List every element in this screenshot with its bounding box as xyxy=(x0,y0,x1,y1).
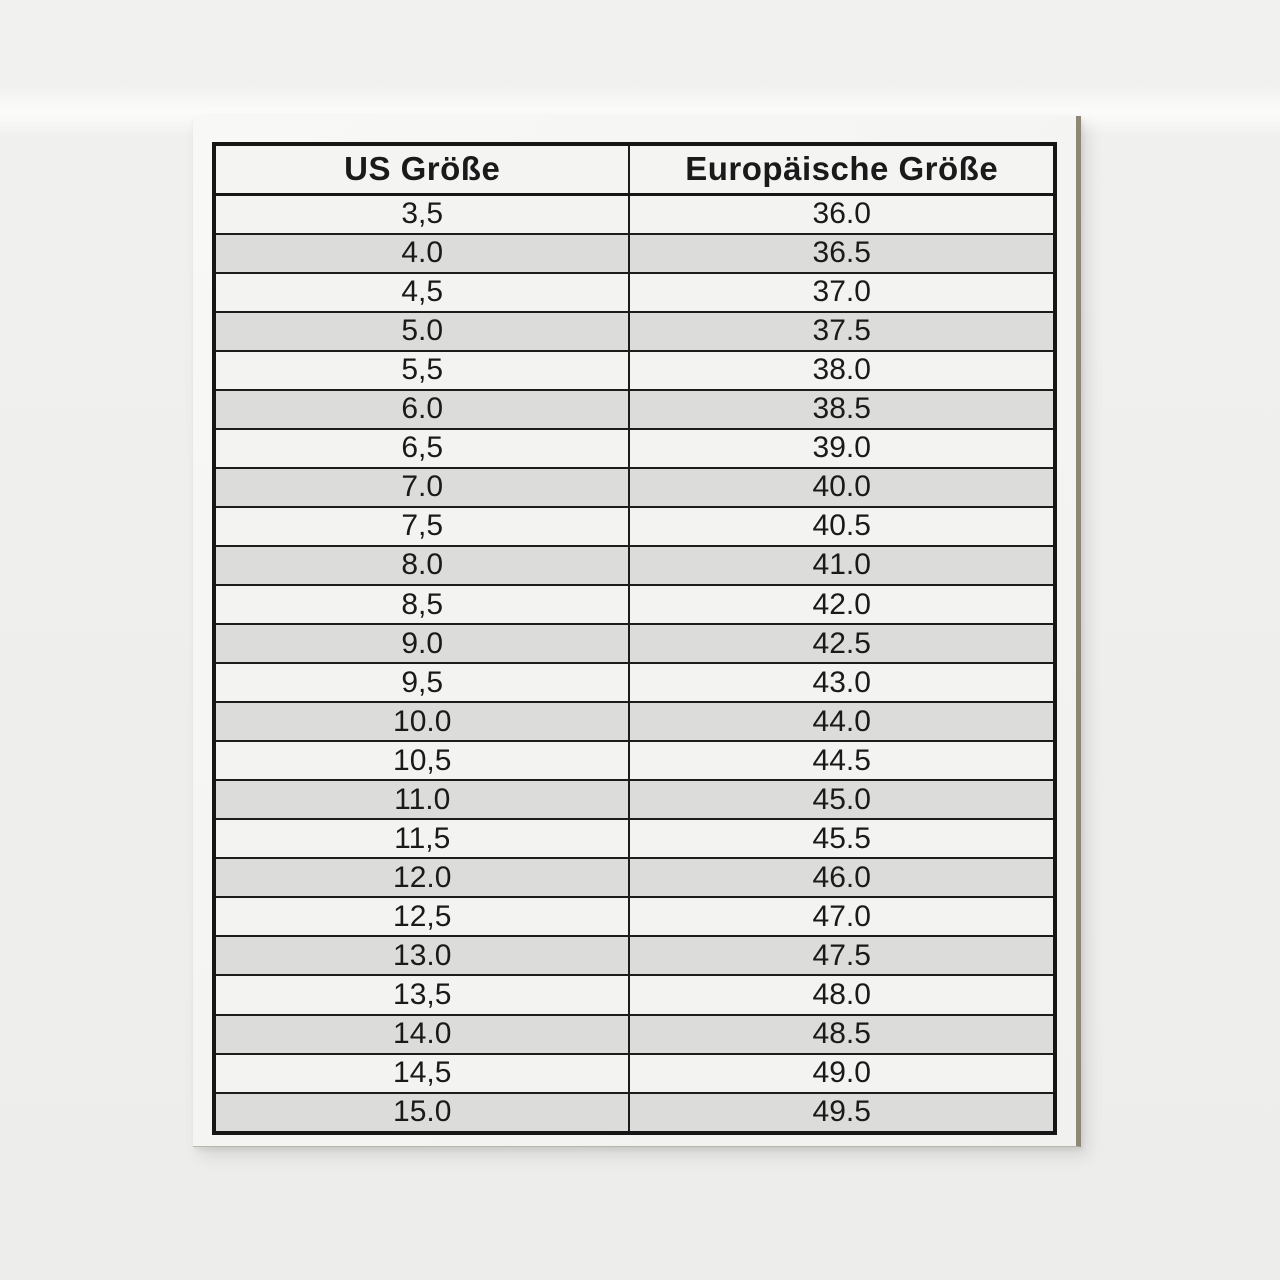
eu-size-cell: 36.5 xyxy=(629,234,1055,273)
table-row xyxy=(214,234,1055,273)
us-size-cell: 8.0 xyxy=(214,546,629,585)
table-row xyxy=(214,1093,1055,1133)
eu-size-cell: 37.0 xyxy=(629,273,1055,312)
table-row xyxy=(214,468,1055,507)
us-size-cell: 9,5 xyxy=(214,663,629,702)
table-row xyxy=(214,585,1055,624)
eu-size-cell: 42.0 xyxy=(629,585,1055,624)
table-row xyxy=(214,663,1055,702)
table-row xyxy=(214,429,1055,468)
table-row xyxy=(214,819,1055,858)
table-row xyxy=(214,390,1055,429)
eu-size-cell: 41.0 xyxy=(629,546,1055,585)
eu-size-cell: 46.0 xyxy=(629,858,1055,897)
table-row xyxy=(214,273,1055,312)
eu-size-cell: 40.5 xyxy=(629,507,1055,546)
us-size-cell: 6,5 xyxy=(214,429,629,468)
table-row xyxy=(214,897,1055,936)
eu-size-cell: 47.5 xyxy=(629,936,1055,975)
us-size-cell: 11.0 xyxy=(214,780,629,819)
table-row xyxy=(214,702,1055,741)
table-row xyxy=(214,312,1055,351)
eu-size-cell: 48.5 xyxy=(629,1015,1055,1054)
eu-size-cell: 36.0 xyxy=(629,194,1055,234)
us-size-cell: 13,5 xyxy=(214,975,629,1014)
us-size-column-header: US Größe xyxy=(214,144,629,194)
us-size-cell: 13.0 xyxy=(214,936,629,975)
table-row xyxy=(214,1054,1055,1093)
eu-size-cell: 39.0 xyxy=(629,429,1055,468)
size-conversion-table xyxy=(212,142,1057,1135)
paper-sheet xyxy=(193,116,1081,1147)
eu-size-cell: 47.0 xyxy=(629,897,1055,936)
eu-size-cell: 43.0 xyxy=(629,663,1055,702)
us-size-cell: 4.0 xyxy=(214,234,629,273)
table-row xyxy=(214,546,1055,585)
eu-size-cell: 42.5 xyxy=(629,624,1055,663)
us-size-cell: 14,5 xyxy=(214,1054,629,1093)
us-size-cell: 3,5 xyxy=(214,194,629,234)
table-header xyxy=(214,144,1055,194)
us-size-cell: 12,5 xyxy=(214,897,629,936)
header-row xyxy=(214,144,1055,194)
eu-size-cell: 44.0 xyxy=(629,702,1055,741)
us-size-cell: 9.0 xyxy=(214,624,629,663)
table-row xyxy=(214,936,1055,975)
eu-size-cell: 48.0 xyxy=(629,975,1055,1014)
eu-size-cell: 45.5 xyxy=(629,819,1055,858)
eu-size-cell: 38.5 xyxy=(629,390,1055,429)
table-row xyxy=(214,507,1055,546)
table-row xyxy=(214,194,1055,234)
us-size-cell: 6.0 xyxy=(214,390,629,429)
us-size-cell: 12.0 xyxy=(214,858,629,897)
eu-size-column-header: Europäische Größe xyxy=(629,144,1055,194)
us-size-cell: 8,5 xyxy=(214,585,629,624)
eu-size-cell: 44.5 xyxy=(629,741,1055,780)
us-size-cell: 15.0 xyxy=(214,1093,629,1133)
table-row xyxy=(214,351,1055,390)
us-size-cell: 10.0 xyxy=(214,702,629,741)
eu-size-cell: 38.0 xyxy=(629,351,1055,390)
eu-size-cell: 45.0 xyxy=(629,780,1055,819)
us-size-cell: 5.0 xyxy=(214,312,629,351)
eu-size-cell: 37.5 xyxy=(629,312,1055,351)
us-size-cell: 7.0 xyxy=(214,468,629,507)
us-size-cell: 11,5 xyxy=(214,819,629,858)
table-row xyxy=(214,1015,1055,1054)
table-row xyxy=(214,741,1055,780)
table-row xyxy=(214,780,1055,819)
eu-size-cell: 49.0 xyxy=(629,1054,1055,1093)
table-row xyxy=(214,975,1055,1014)
table-row xyxy=(214,624,1055,663)
eu-size-cell: 40.0 xyxy=(629,468,1055,507)
us-size-cell: 10,5 xyxy=(214,741,629,780)
us-size-cell: 7,5 xyxy=(214,507,629,546)
table-body xyxy=(214,194,1055,1133)
us-size-cell: 4,5 xyxy=(214,273,629,312)
eu-size-cell: 49.5 xyxy=(629,1093,1055,1133)
us-size-cell: 14.0 xyxy=(214,1015,629,1054)
us-size-cell: 5,5 xyxy=(214,351,629,390)
table-row xyxy=(214,858,1055,897)
